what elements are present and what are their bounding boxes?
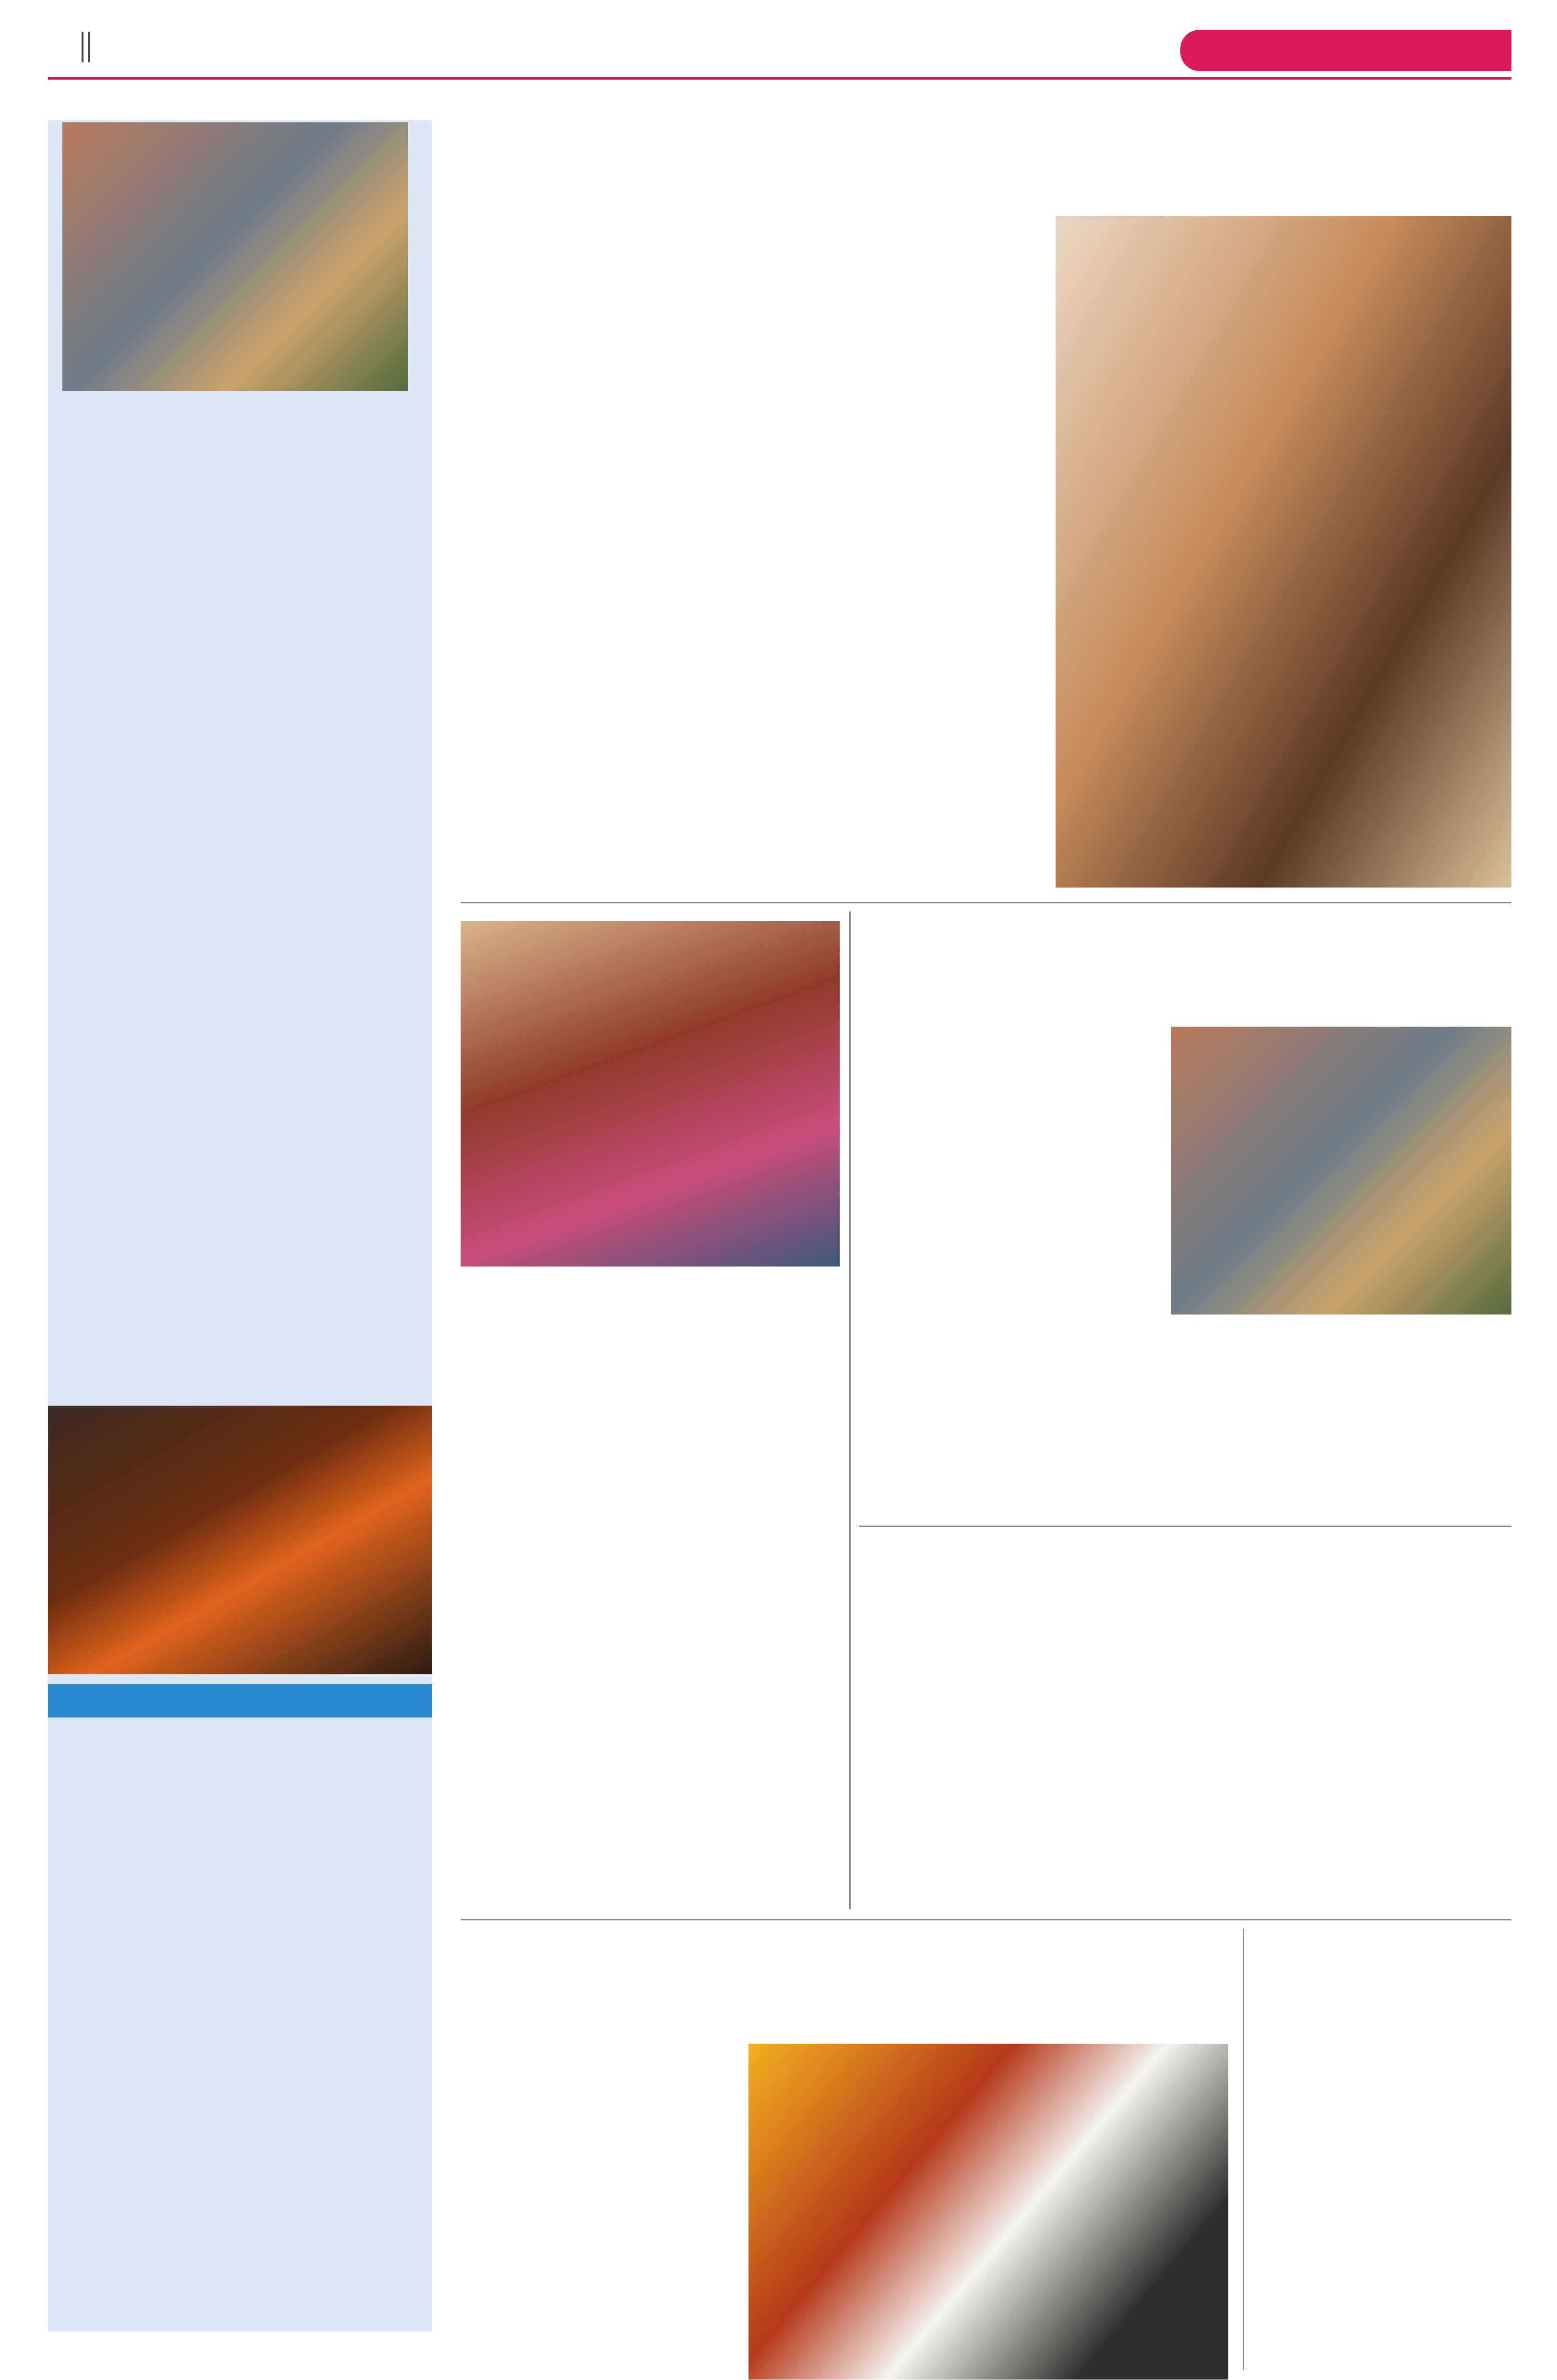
section-rule [461,1919,1511,1920]
sidebar-body-3 [67,1900,417,2322]
dk-photo [1171,1027,1511,1314]
gold-body-col1 [864,1636,1176,1905]
dk-body-col2 [1171,1324,1511,1506]
sidebar-body-2 [67,1084,417,1391]
trust-photo-memorial [749,2044,1228,2380]
column-rule [1243,1929,1244,2370]
trust-body-col3 [1257,1929,1511,2370]
divider [82,32,90,62]
nagender-photo [461,921,840,1267]
sidebar-body-1 [67,566,417,959]
date-band [1180,30,1511,71]
header-rule [48,77,1511,80]
trust-body-col1 [468,2082,737,2351]
main-body-col1 [465,240,753,883]
column-rule [849,912,851,1909]
section-rule [461,902,1511,903]
sidebar-photo-fire [48,1406,432,1674]
dk-body-col1 [864,1027,1156,1506]
sidebar-photo-campaign [62,122,408,391]
main-body-col2 [765,221,1044,883]
section-rule [859,1526,1511,1527]
kicker-band [48,1684,432,1717]
gold-body-col2 [1190,1636,1511,1905]
main-photo-crowd [1056,216,1511,888]
nagender-body [468,1430,832,1909]
